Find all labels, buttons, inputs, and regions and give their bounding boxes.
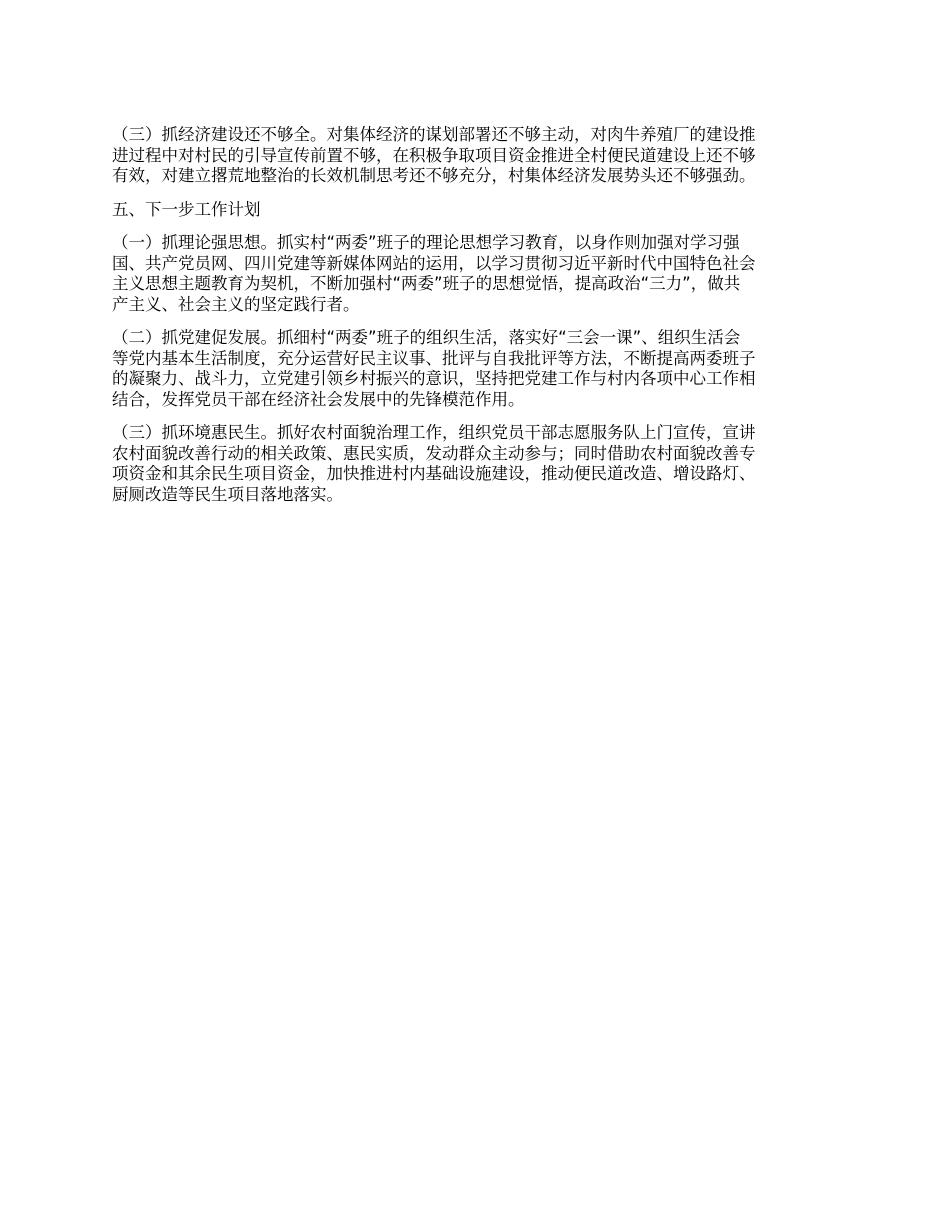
text-line: 农村面貌改善行动的相关政策、惠民实质，发动群众主动参与；同时借助农村面貌改善专 [112,443,756,463]
paragraph-theory-thought [112,233,842,315]
text-line: （二）抓党建促发展。抓细村“两委”班子的组织生活，落实好“三会一课”、组织生活会 [112,328,741,347]
text-line: 产主义、社会主义的坚定践行者。 [112,294,360,314]
text-line: 主义思想主题教育为契机，不断加强村“两委”班子的思想觉悟，提高政治“三力”，做共 [112,274,741,293]
text-line: 等党内基本生活制度，充分运营好民主议事、批评与自我批评等方法，不断提高两委班子 [112,348,756,368]
text-line: 项资金和其余民生项目资金，加快推进村内基础设施建设，推动便民道改造、增设路灯、 [112,464,756,483]
paragraph-economic-construction [112,125,842,187]
document-page [112,125,842,518]
text-line: 厨厕改造等民生项目落地落实。 [112,484,343,504]
text-line: （一）抓理论强思想。抓实村“两委”班子的理论思想学习教育，以身作则加强对学习强 [112,233,740,252]
text-line: 进过程中对村民的引导宣传前置不够，在积极争取项目资金推进全村便民道建设上还不够 [112,145,756,165]
text-line: 国、共产党员网、四川党建等新媒体网站的运用，以学习贯彻习近平新时代中国特色社会 [112,253,756,273]
section-heading-next-plan [112,200,842,221]
text-line: （三）抓经济建设还不够全。对集体经济的谋划部署还不够主动，对肉牛养殖厂的建设推 [112,125,756,144]
text-line: 的凝聚力、战斗力，立党建引领乡村振兴的意识，坚持把党建工作与村内各项中心工作相 [112,369,756,388]
paragraph-environment-livelihood [112,423,842,505]
text-line: 有效，对建立撂荒地整治的长效机制思考还不够充分，村集体经济发展势头还不够强劲。 [112,166,756,185]
text-line: 结合，发挥党员干部在经济社会发展中的先锋模范作用。 [112,389,525,409]
heading-text: 五、下一步工作计划 [112,199,261,219]
text-line: （三）抓环境惠民生。抓好农村面貌治理工作，组织党员干部志愿服务队上门宣传，宣讲 [112,423,756,442]
paragraph-party-building [112,328,842,410]
